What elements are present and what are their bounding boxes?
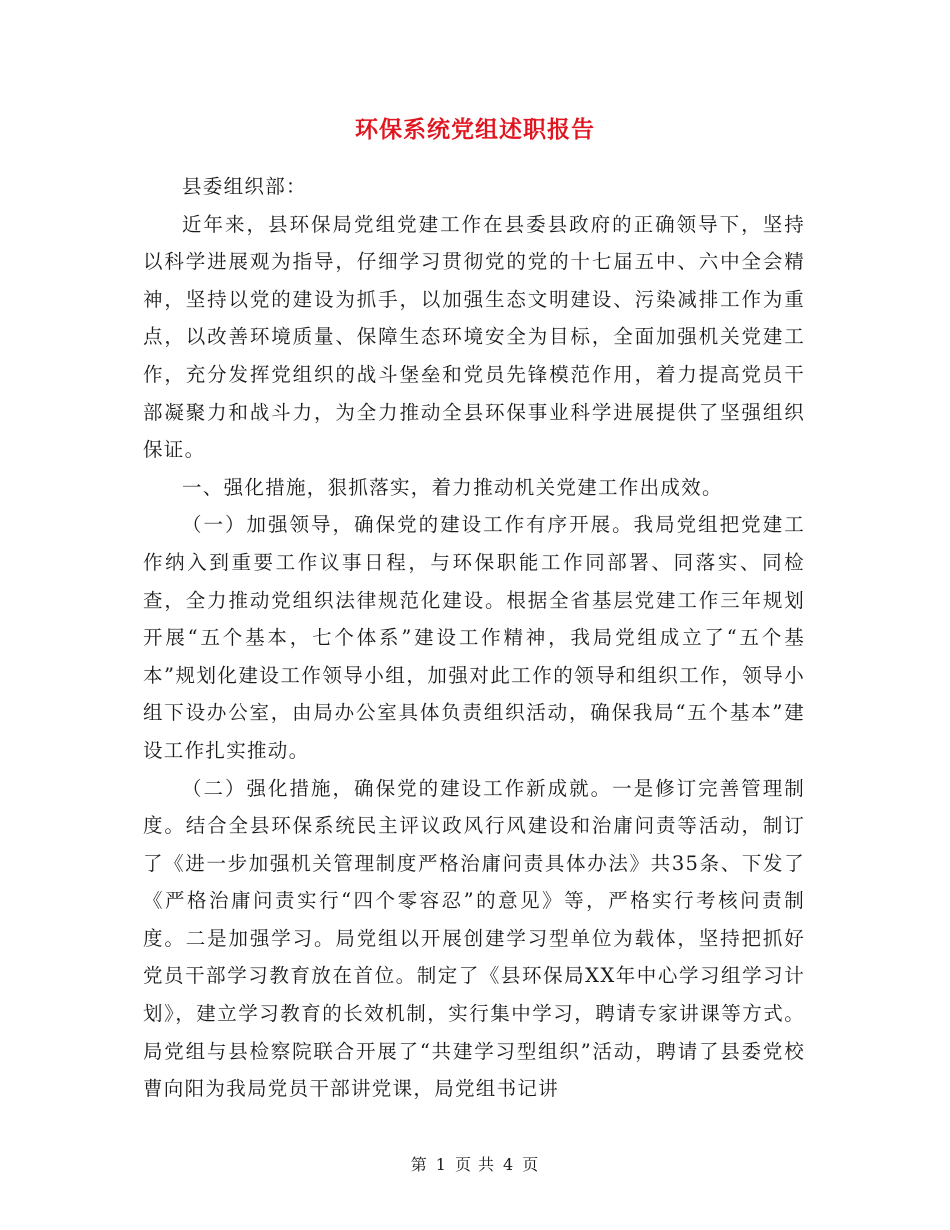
paragraph-intro: 近年来，县环保局党组党建工作在县委县政府的正确领导下，坚持以科学进展观为指导，仔细学习贯彻党的党的十七届五中、六中全会精神，坚持以党的建设为抓手，以加强生态文明建设、污染减排工作为重点，以改善环境质量、保障生态环境安全为目标，全面加强机关党建工作，充分发挥党组织的战斗堡垒和党员先锋模范作用，着力提高党员干部凝聚力和战斗力，为全力推动全县环保事业科学进展提供了坚强组织保证。 [143, 212, 805, 462]
page-footer [0, 1152, 950, 1175]
paragraph-subsection-1: （一）加强领导，确保党的建设工作有序开展。我局党组把党建工作纳入到重要工作议事日程，与环保职能工作同部署、同落实、同检查，全力推动党组织法律规范化建设。根据全省基层党建工作三年规划开展“五个基本，七个体系”建设工作精神，我局党组成立了“五个基本”规划化建设工作领导小组，加强对此工作的领导和组织工作，领导小组下设办公室，由局办公室具体负责组织活动，确保我局“五个基本”建设工作扎实推动。 [143, 513, 805, 762]
footer-page-total: 4 [503, 1155, 515, 1174]
document-title: 环保系统党组述职报告 [355, 116, 595, 143]
section-heading-1: 一、强化措施，狠抓落实，着力推动机关党建工作出成效。 [182, 475, 723, 499]
paragraph-subsection-2: （二）强化措施，确保党的建设工作新成就。一是修订完善管理制度。结合全县环保系统民主评议政风行风建设和治庸问责等活动，制订了《进一步加强机关管理制度严格治庸问责具体办法》共35条、下发了《严格治庸问责实行“四个零容忍”的意见》等，严格实行考核问责制度。二是加强学习。局党组以开展创建学习型单位为载体，坚持把抓好党员干部学习教育放在首位。制定了《县环保局XX年中心学习组学习计划》，建立学习教育的长效机制，实行集中学习，聘请专家讲课等方式。局党组与县检察院联合开展了“共建学习型组织”活动，聘请了县委党校曹向阳为我局党员干部讲党课，局党组书记讲 [143, 776, 805, 1101]
footer-page-number: 1 [435, 1155, 447, 1174]
salutation: 县委组织部： [182, 175, 307, 198]
footer-mid: 页 共 [454, 1155, 496, 1174]
footer-suffix: 页 [522, 1155, 540, 1174]
document-body [143, 168, 805, 1108]
footer-prefix: 第 [410, 1155, 428, 1174]
